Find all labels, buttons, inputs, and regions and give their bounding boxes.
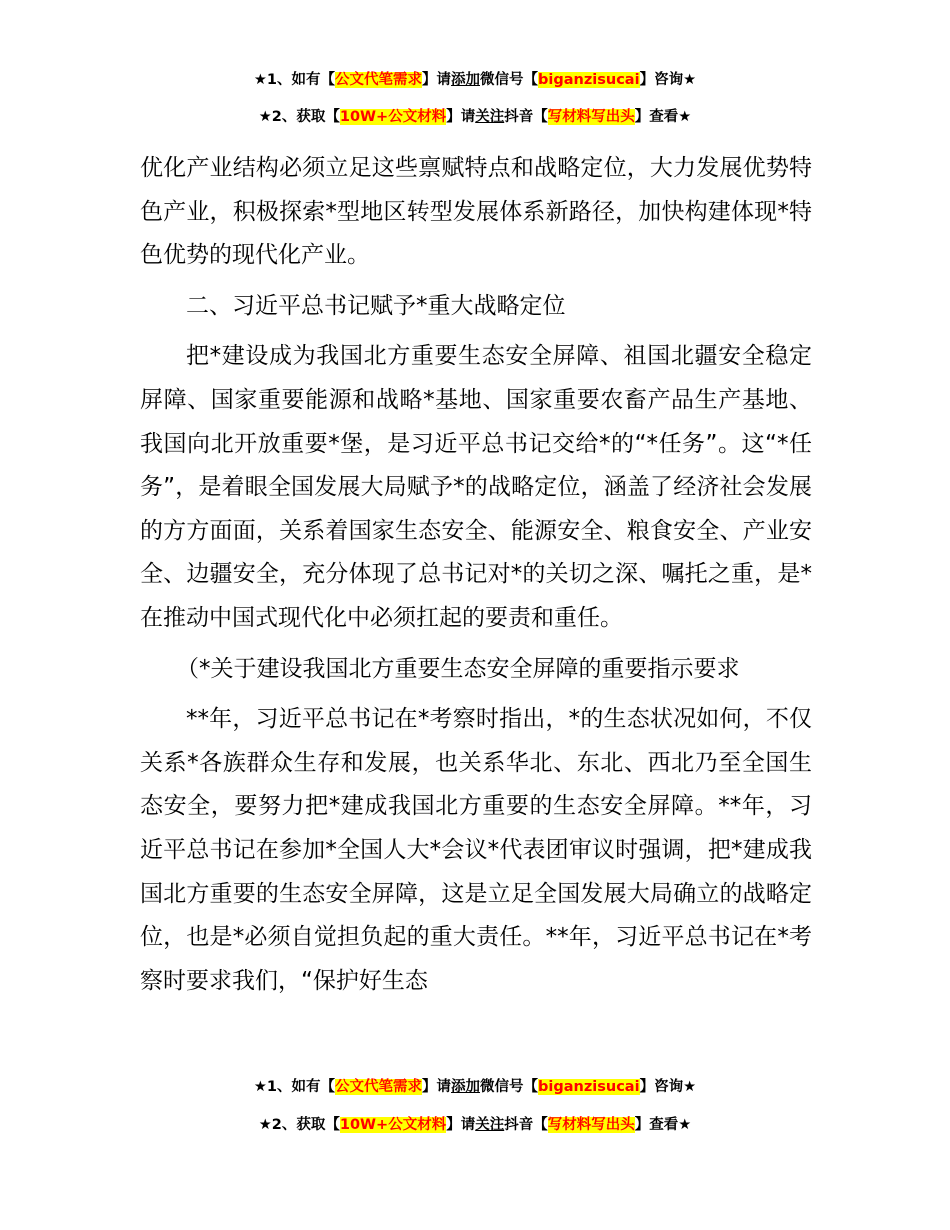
header-line1-underline: 添加	[451, 72, 481, 88]
section-heading-strategic-positioning: 二、习近平总书记赋予*重大战略定位	[186, 292, 566, 319]
header-line2-prefix: ★2、获取【	[258, 109, 340, 125]
footer-line1-underline: 添加	[451, 1079, 481, 1095]
footer-line2-suffix: 】查看★	[634, 1117, 692, 1133]
header-line1-mid: 】请	[422, 72, 452, 88]
footer-banner-line-1	[0, 1076, 950, 1098]
header-line1-mid2: 微信号【	[480, 72, 539, 88]
footer-line1-highlight-service: 公文代笔需求	[335, 1079, 423, 1095]
footer-line2-mid2: 抖音【	[504, 1117, 548, 1133]
header-line2-mid: 】请	[446, 109, 476, 125]
document-body	[140, 147, 812, 1003]
header-line1-highlight-wechat: biganzisucai	[538, 72, 640, 88]
header-line2-mid2: 抖音【	[504, 109, 548, 125]
paragraph-five-tasks: 把*建设成为我国北方重要生态安全屏障、祖国北疆安全稳定屏障、国家重要能源和战略*基地、国家重要农畜产品生产基地、我国向北开放重要*堡，是习近平总书记交给*的“*任务”。这“*任务”，是着眼全国发展大局赋予*的战略定位，涵盖了经济社会发展的方方面面，关系着国家生态安全、能源安全、粮食安全、产业安全、边疆安全，充分体现了总书记对*的关切之深、嘱托之重，是*在推动中国式现代化中必须扛起的要责和重任。	[140, 343, 812, 631]
footer-line2-prefix: ★2、获取【	[258, 1117, 340, 1133]
footer-line1-mid2: 微信号【	[480, 1079, 539, 1095]
header-line2-suffix: 】查看★	[634, 109, 692, 125]
footer-line1-suffix: 】咨询★	[639, 1079, 697, 1095]
footer-line1-highlight-wechat: biganzisucai	[538, 1079, 640, 1095]
header-banner-line-2	[0, 106, 950, 128]
header-line2-highlight-materials: 10W+公文材料	[339, 109, 447, 125]
footer-line1-mid: 】请	[422, 1079, 452, 1095]
header-banner-line-1	[0, 69, 950, 91]
header-line1-suffix: 】咨询★	[639, 72, 697, 88]
paragraph-industry-structure: 优化产业结构必须立足这些禀赋特点和战略定位，大力发展优势特色产业，积极探索*型地区转型发展体系新路径，加快构建体现*特色优势的现代化产业。	[140, 155, 812, 269]
header-line1-highlight-service: 公文代笔需求	[335, 72, 423, 88]
footer-line1-prefix: ★1、如有【	[253, 1079, 336, 1095]
footer-banner-line-2	[0, 1114, 950, 1136]
header-line2-underline: 关注	[475, 109, 505, 125]
paragraph-ecological-barrier: **年，习近平总书记在*考察时指出，*的生态状况如何，不仅关系*各族群众生存和发展，也关系华北、东北、西北乃至全国生态安全，要努力把*建成我国北方重要的生态安全屏障。**年，习近平总书记在参加*全国人大*会议*代表团审议时强调，把*建成我国北方重要的生态安全屏障，这是立足全国发展大局确立的战略定位，也是*必须自觉担负起的重大责任。**年，习近平总书记在*考察时要求我们，“保护好生态	[140, 706, 812, 994]
footer-line2-underline: 关注	[475, 1117, 505, 1133]
header-line1-prefix: ★1、如有【	[253, 72, 336, 88]
header-line2-highlight-douyin: 写材料写出头	[547, 109, 635, 125]
footer-line2-highlight-materials: 10W+公文材料	[339, 1117, 447, 1133]
footer-line2-highlight-douyin: 写材料写出头	[547, 1117, 635, 1133]
subsection-heading-ecological-barrier: （*关于建设我国北方重要生态安全屏障的重要指示要求	[176, 655, 740, 682]
footer-line2-mid: 】请	[446, 1117, 476, 1133]
